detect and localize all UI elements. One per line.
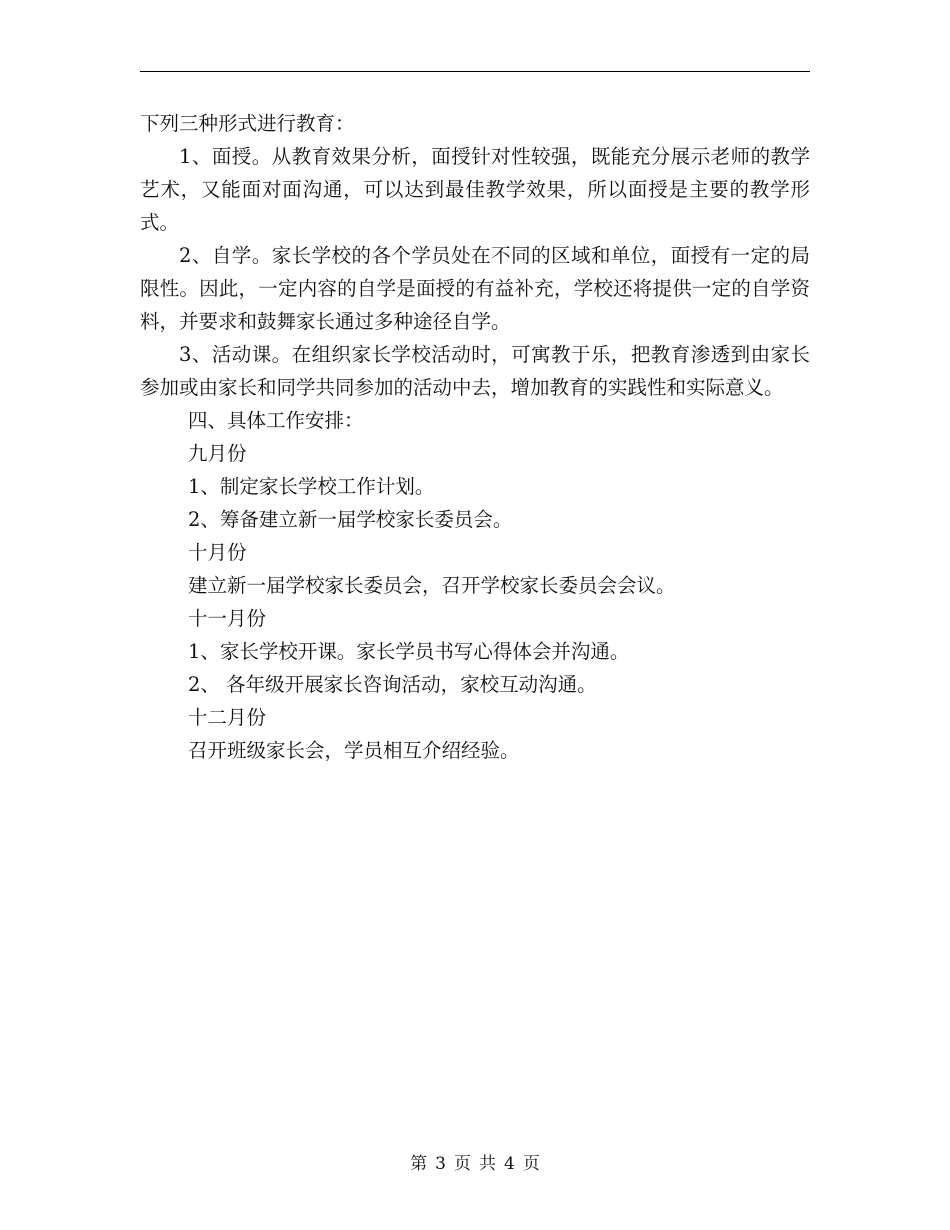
list-item: 2、 各年级开展家长咨询活动，家校互动沟通。 [188,673,597,696]
footer-label-page-unit: 页 [454,1154,471,1174]
footer-current-page: 3 [435,1154,446,1174]
list-item: 1、家长学校开课。家长学员书写心得体会并沟通。 [188,640,630,663]
paragraph-face-teaching: 1、面授。从教育效果分析，面授针对性较强，既能充分展示老师的教学艺术，又能面对面沟通，可以达到最佳教学效果，所以面授是主要的教学形式。 [140,145,810,234]
list-item: 建立新一届学校家长委员会，召开学校家长委员会会议。 [188,574,676,597]
section-heading-schedule: 四、具体工作安排： [188,409,364,432]
list-item: 召开班级家长会，学员相互介绍经验。 [188,739,520,762]
header-rule [140,71,810,72]
footer-label-total-unit: 页 [522,1154,540,1174]
list-item: 1、制定家长学校工作计划。 [188,475,435,498]
document-body [140,107,810,767]
footer-label-total: 共 [479,1154,496,1174]
paragraph-self-study: 2、自学。家长学校的各个学员处在不同的区域和单位，面授有一定的局限性。因此，一定内容的自学是面授的有益补充，学校还将提供一定的自学资料，并要求和鼓舞家长通过多种途径自学。 [140,244,810,333]
page-footer [0,1152,950,1176]
footer-label-page: 第 [410,1154,428,1174]
paragraph-intro: 下列三种形式进行教育： [140,112,355,135]
month-heading-december: 十二月份 [188,706,267,729]
month-heading-september: 九月份 [188,442,247,465]
list-item: 2、筹备建立新一届学校家长委员会。 [188,508,513,531]
month-heading-october: 十月份 [188,541,247,564]
month-heading-november: 十一月份 [188,607,267,630]
paragraph-activity-class: 3、活动课。在组织家长学校活动时，可寓教于乐，把教育渗透到由家长参加或由家长和同学共同参加的活动中去，增加教育的实践性和实际意义。 [140,343,810,399]
footer-total-pages: 4 [504,1154,515,1174]
